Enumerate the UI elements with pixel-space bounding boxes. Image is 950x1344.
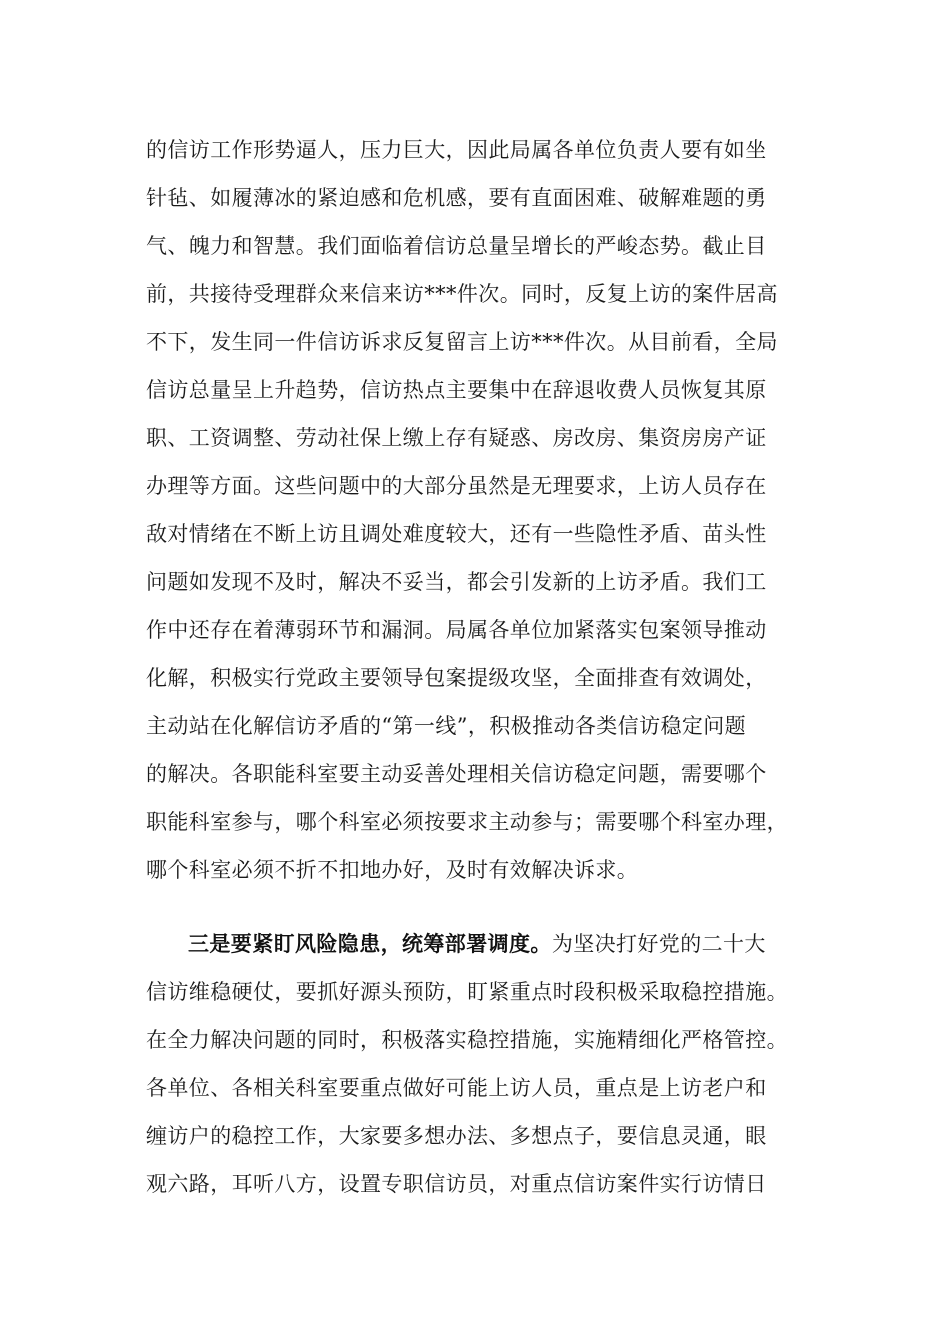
paragraph-line: 职能科室参与，哪个科室必须按要求主动参与；需要哪个科室办理，: [146, 810, 788, 834]
paragraph-line: 的信访工作形势逼人，压力巨大，因此局属各单位负责人要有如坐: [146, 138, 767, 162]
paragraph-line: 在全力解决问题的同时，积极落实稳控措施，实施精细化严格管控。: [146, 1028, 788, 1052]
paragraph-line: 敌对情绪在不断上访且调处难度较大，还有一些隐性矛盾、苗头性: [146, 522, 767, 546]
paragraph-line: 办理等方面。这些问题中的大部分虽然是无理要求，上访人员存在: [146, 474, 767, 498]
paragraph-line: 主动站在化解信访矛盾的“第一线”，积极推动各类信访稳定问题: [146, 714, 747, 738]
paragraph-line: 化解，积极实行党政主要领导包案提级攻坚，全面排查有效调处，: [146, 666, 767, 690]
paragraph-line: 观六路，耳听八方，设置专职信访员，对重点信访案件实行访情日: [146, 1172, 767, 1196]
section-heading: 三是要紧盯风险隐患，统筹部署调度。: [188, 931, 552, 956]
paragraph-line: 信访总量呈上升趋势，信访热点主要集中在辞退收费人员恢复其原: [146, 378, 767, 402]
paragraph-line: 各单位、各相关科室要重点做好可能上访人员，重点是上访老户和: [146, 1076, 767, 1100]
paragraph-first-line: [188, 929, 766, 959]
paragraph-line: 气、魄力和智慧。我们面临着信访总量呈增长的严峻态势。截止目: [146, 234, 767, 258]
paragraph-line: 职、工资调整、劳动社保上缴上存有疑惑、房改房、集资房房产证: [146, 426, 767, 450]
paragraph-line: 缠访户的稳控工作，大家要多想办法、多想点子，要信息灵通，眼: [146, 1124, 767, 1148]
paragraph-line: 针毡、如履薄冰的紧迫感和危机感，要有直面困难、破解难题的勇: [146, 186, 767, 210]
paragraph-line: 不下，发生同一件信访诉求反复留言上访***件次。从目前看，全局: [146, 330, 778, 354]
paragraph-line: 信访维稳硬仗，要抓好源头预防，盯紧重点时段积极采取稳控措施。: [146, 980, 788, 1004]
paragraph-line: 作中还存在着薄弱环节和漏洞。局属各单位加紧落实包案领导推动: [146, 618, 767, 642]
paragraph-line: 哪个科室必须不折不扣地办好，及时有效解决诉求。: [146, 858, 639, 882]
paragraph-line: 前，共接待受理群众来信来访***件次。同时，反复上访的案件居高: [146, 282, 778, 306]
paragraph-line: 的解决。各职能科室要主动妥善处理相关信访稳定问题，需要哪个: [146, 762, 767, 786]
paragraph-line: 问题如发现不及时，解决不妥当，都会引发新的上访矛盾。我们工: [146, 570, 767, 594]
heading-continuation: 为坚决打好党的二十大: [551, 932, 766, 956]
